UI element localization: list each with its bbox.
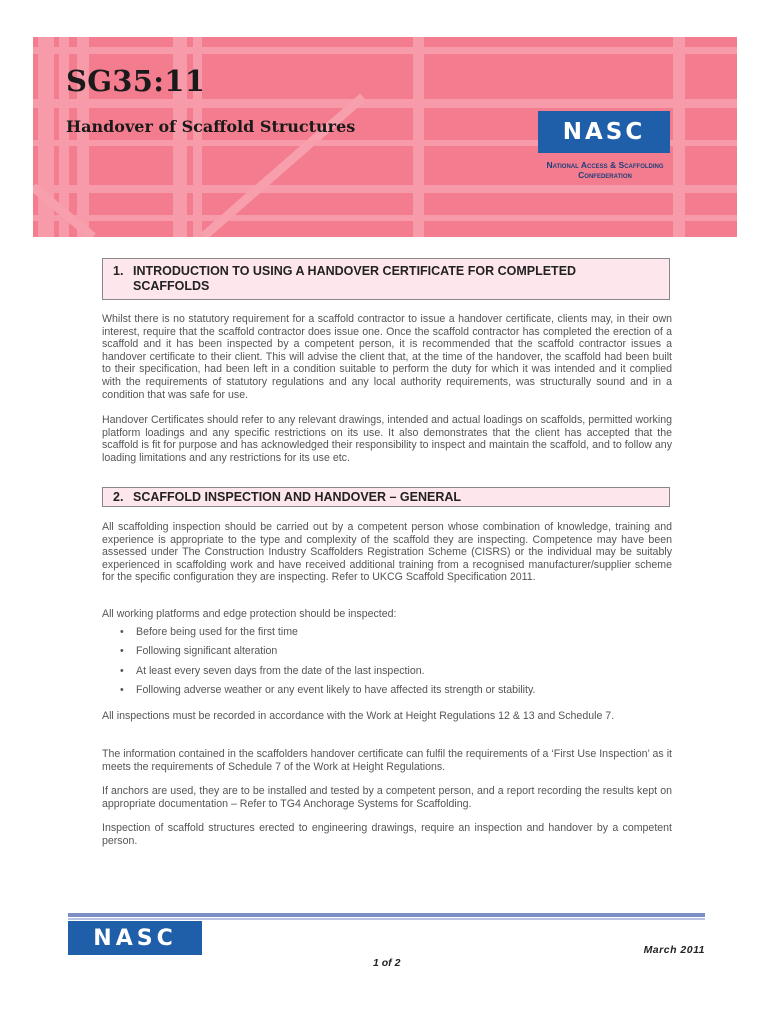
section-1-heading-line1: INTRODUCTION TO USING A HANDOVER CERTIFICATE FOR COMPLETED	[133, 264, 577, 278]
section-2-paragraph-1: All scaffolding inspection should be carried out by a competent person whose combination of knowledge, training and experience is appropriate to the type and complexity of the scaffold they are inspecting. Competence may have been assessed under The Construction Industry Scaffolders Registration Scheme (CISRS) or the individual may be suitably experienced in scaffolding work and have received additional training from a recognised manufacturer/supplier scheme for the specific configuration they are inspecting. Refer to UKCG Scaffold Specification 2011.	[102, 521, 672, 584]
section-2-paragraph-5: If anchors are used, they are to be installed and tested by a competent person, and a report recording the results kept on appropriate documentation – Refer to TG4 Anchorage Systems for Scaffolding.	[102, 785, 672, 810]
list-item-text: At least every seven days from the date of the last inspection.	[136, 664, 425, 677]
section-1-paragraph-2: Handover Certificates should refer to any relevant drawings, intended and actual loadings on scaffolds, permitted working platform loadings and any specific restrictions on its use. It also demonstrates that the client has accepted that the scaffold is fit for purpose and has acknowledged their responsibility to inspect and maintain the scaffold, and to follow any loading limitations and any restrictions for its use etc.	[102, 414, 672, 464]
bullet-icon: •	[120, 626, 124, 638]
list-item	[120, 684, 535, 703]
list-item-text: Following adverse weather or any event likely to have affected its strength or stability.	[136, 683, 536, 696]
section-1-number: 1.	[113, 264, 124, 278]
list-item	[120, 665, 535, 684]
section-2-number: 2.	[113, 490, 124, 504]
section-2-heading	[102, 487, 670, 507]
footer-rule	[68, 913, 705, 917]
list-item	[120, 645, 535, 664]
page-number: 1 of 2	[373, 957, 401, 969]
inspection-bullet-list	[120, 626, 535, 703]
list-item-text: Before being used for the first time	[136, 626, 298, 638]
list-item	[120, 626, 535, 645]
section-2-heading-text: SCAFFOLD INSPECTION AND HANDOVER – GENERAL	[133, 490, 462, 504]
document-title: Handover of Scaffold Structures	[66, 117, 356, 136]
bullet-icon: •	[120, 645, 124, 658]
document-date: March 2011	[643, 944, 705, 956]
section-1-heading	[102, 258, 670, 300]
footer-nasc-logo: NASC	[68, 921, 202, 955]
footer-rule-thin	[68, 918, 705, 920]
section-2-paragraph-6: Inspection of scaffold structures erected to engineering drawings, require an inspection and handover by a competent person.	[102, 822, 672, 847]
org-name	[520, 160, 690, 180]
bullet-icon: •	[120, 683, 124, 696]
document-code: SG35:11	[66, 64, 206, 98]
section-2-paragraph-3: All inspections must be recorded in accordance with the Work at Height Regulations 12 & 13 and Schedule 7.	[102, 710, 615, 722]
list-item-text: Following significant alteration	[136, 645, 278, 658]
section-1-heading-line2: SCAFFOLDS	[133, 279, 210, 293]
section-1-paragraph-1: Whilst there is no statutory requirement for a scaffold contractor to issue a handover certificate, clients may, in their own interest, require that the scaffold contractor does issue one. Once the scaffold contractor has completed the erection of a scaffold and it has been inspected by a competent person, it is recommended that the scaffold contractor issues a handover certificate to their client. This will advise the client that, at the time of the handover, the scaffold had been built to their specification, had been left in a condition suitable to perform the duty for which it was intended and it complied with the requirements of statutory regulations and any local authority requirements, was structurally sound and in a condition that was safe for use.	[102, 313, 672, 401]
bullet-icon: •	[120, 664, 124, 677]
org-name-line2: Confederation	[578, 170, 632, 180]
section-2-paragraph-2: All working platforms and edge protection should be inspected:	[102, 608, 397, 620]
org-name-line1: National Access & Scaffolding	[546, 160, 664, 170]
nasc-logo: NASC	[538, 111, 670, 153]
section-2-paragraph-4: The information contained in the scaffolders handover certificate can fulfil the requirements of a ‘First Use Inspection’ as it meets the requirements of Schedule 7 of the Work at Height Regulations.	[102, 748, 672, 773]
